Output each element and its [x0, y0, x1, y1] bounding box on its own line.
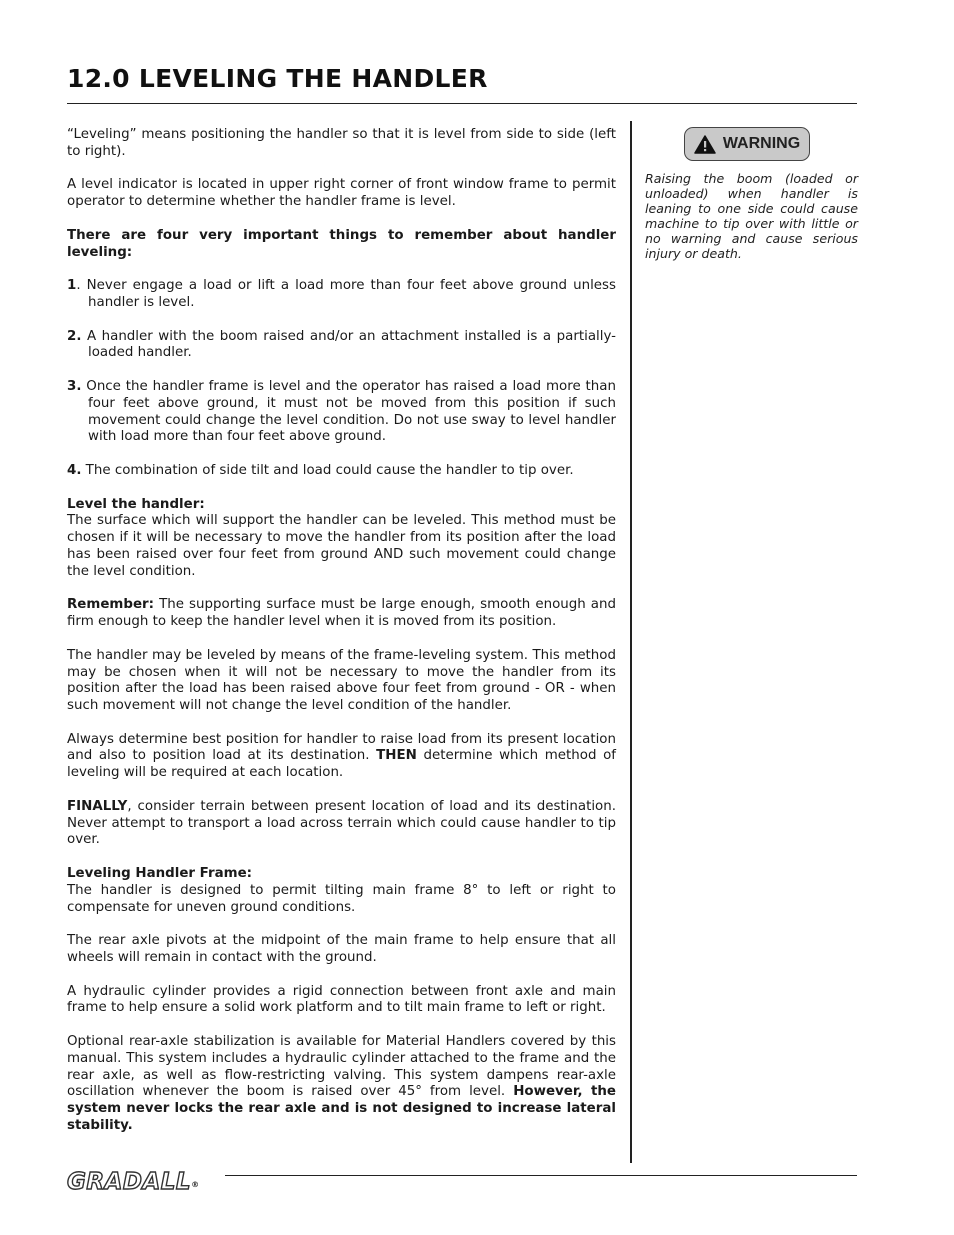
warning-label: WARNING: [722, 135, 801, 152]
finally-paragraph: FINALLY, consider terrain between present location of load and its destination. Never attempt to transport a load across terrain which could cause handler to tip over.: [67, 798, 616, 848]
list-text: Once the handler frame is level and the operator has raised a load more than four feet above ground, it must not be moved from this position if such movement could change the level condition. Do not use sway to level handler with load more than four feet above ground.: [86, 378, 616, 445]
level-handler-section: [67, 497, 616, 581]
warning-text: Raising the boom (loaded or unloaded) when handler is leaning to one side could cause machine to tip over with little or no warning and cause serious injury or death.: [645, 171, 858, 261]
footer-divider: [225, 1175, 857, 1176]
always-paragraph: Always determine best position for handler to raise load from its present location and also to position load at its destination. THEN determine which method of leveling will be required at each location.: [67, 731, 616, 781]
leveling-frame-section: [67, 866, 616, 916]
list-text: The combination of side tilt and load could cause the handler to tip over.: [85, 462, 574, 478]
important-things-heading: There are four very important things to remember about handler leveling:: [67, 227, 616, 260]
list-item-3: [67, 379, 616, 446]
leveling-frame-heading: Leveling Handler Frame:: [67, 866, 253, 882]
list-text: A handler with the boom raised and/or an attachment installed is a partially-loaded handler.: [86, 328, 616, 361]
level-handler-heading: Level the handler:: [67, 496, 205, 512]
rear-axle-paragraph: The rear axle pivots at the midpoint of the main frame to help ensure that all wheels will remain in contact with the ground.: [67, 933, 616, 966]
gradall-logo: [67, 1167, 200, 1197]
stabilization-paragraph: Optional rear-axle stabilization is available for Material Handlers covered by this manual. This system includes a hydraulic cylinder attached to the frame and the rear axle, as well as flow-restricting valving. This system dampens rear-axle oscillation whenever the boom is raised over 45° from level. However, the system never locks the rear axle and is not designed to increase lateral stability.: [67, 1034, 616, 1134]
hydraulic-cylinder-paragraph: A hydraulic cylinder provides a rigid connection between front axle and main frame to help ensure a solid work platform and to tilt main frame to left or right.: [67, 983, 616, 1016]
column-divider: [630, 121, 632, 1163]
remember-paragraph: [67, 597, 616, 631]
warning-badge: [684, 127, 810, 161]
section-title: LEVELING THE HANDLER: [138, 64, 488, 93]
list-number: 2.: [67, 328, 82, 344]
list-number: 3.: [67, 378, 82, 394]
page-title: [67, 64, 488, 93]
remember-text: The supporting surface must be large enough, smooth enough and firm enough to keep the handler level when it is moved from its position.: [67, 597, 616, 630]
list-text: Never engage a load or lift a load more than four feet above ground unless handler is level.: [86, 278, 616, 310]
leveling-frame-text: The handler is designed to permit tilting main frame 8° to left or right to compensate for uneven ground conditions.: [67, 882, 616, 915]
logo-text: GRADALL: [67, 1169, 192, 1195]
title-divider: [67, 103, 857, 104]
finally-label: FINALLY: [67, 798, 128, 814]
list-item-1: 1. Never engage a load or lift a load more than four feet above ground unless handler is level.: [67, 278, 616, 310]
list-number: 4.: [67, 462, 82, 478]
warning-sidebar: [645, 127, 858, 261]
level-handler-text: The surface which will support the handler can be leveled. This method must be chosen if it will be necessary to move the handler from its position after the load has been raised over four feet from ground AND such movement could change the level condition.: [67, 513, 616, 579]
level-indicator-paragraph: A level indicator is located in upper right corner of front window frame to permit operator to determine whether the handler frame is level.: [67, 177, 616, 210]
list-item-2: [67, 329, 616, 363]
section-number: 12.0: [67, 64, 130, 93]
remember-label: Remember:: [67, 597, 155, 613]
warning-triangle-icon: [694, 135, 716, 154]
main-column: [67, 127, 616, 1152]
list-number: 1: [67, 278, 77, 294]
intro-paragraph: “Leveling” means positioning the handler so that it is level from side to side (left to right).: [67, 127, 616, 159]
registered-mark: ®: [191, 1180, 200, 1189]
frame-leveling-system-paragraph: The handler may be leveled by means of the frame-leveling system. This method may be chosen when it will not be necessary to move the handler from its position after the load has been raised above four feet from ground - OR - when such movement will not change the level condition of the handler.: [67, 647, 616, 714]
list-item-4: [67, 463, 616, 480]
